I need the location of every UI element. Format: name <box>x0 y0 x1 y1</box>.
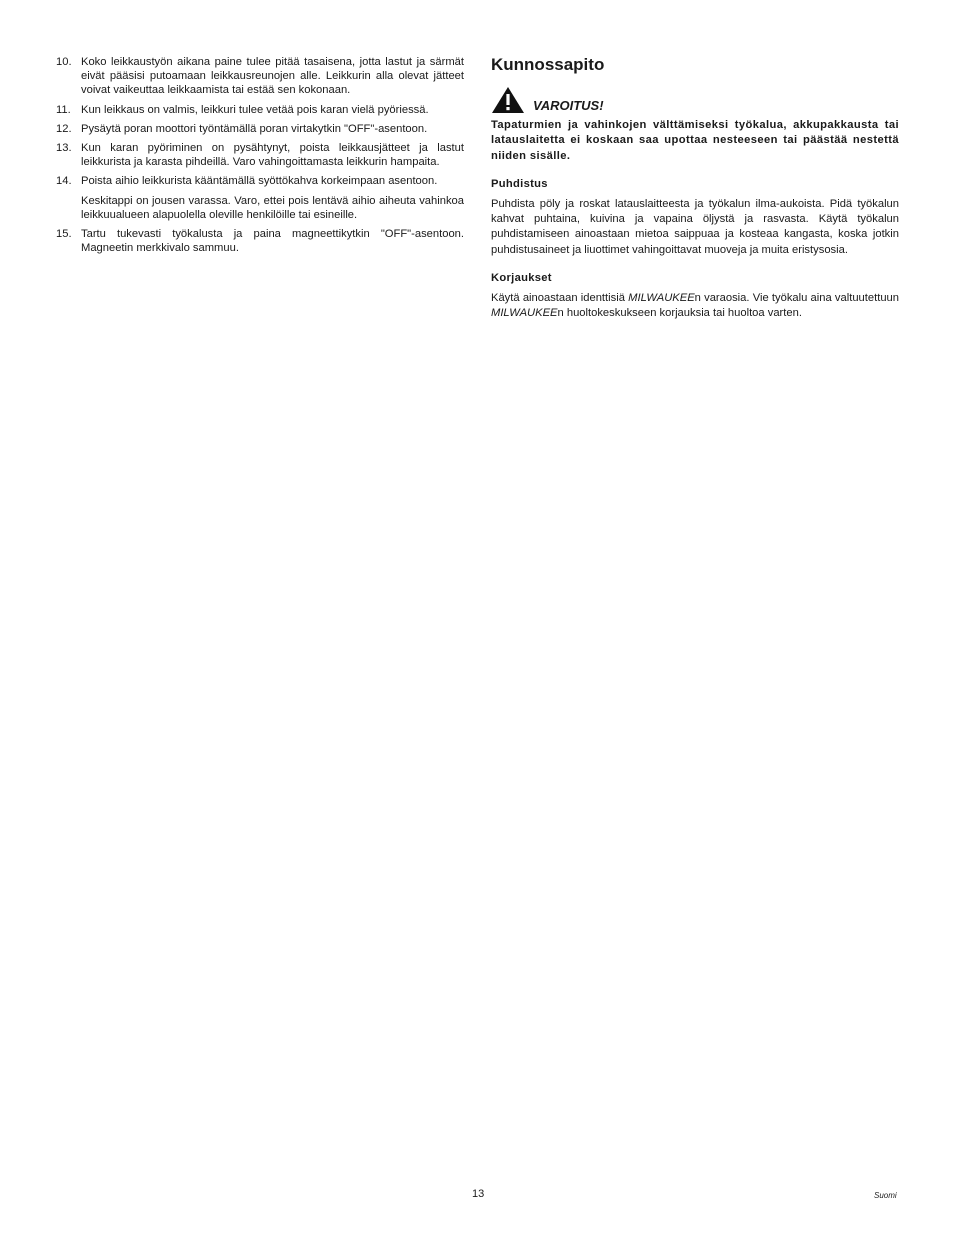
warning-triangle-icon <box>491 86 525 119</box>
step-text: Tartu tukevasti työkalusta ja paina magneettikytkin "OFF"-asentoon. Magneetin merkkivalo sammuu. <box>81 228 464 255</box>
list-item <box>56 55 464 98</box>
procedure-steps <box>56 55 464 255</box>
step-text: Pysäytä poran moottori työntämällä poran virtakytkin "OFF"-asentoon. <box>81 122 428 135</box>
list-item <box>56 174 464 222</box>
list-item <box>56 122 464 136</box>
list-item <box>56 103 464 117</box>
brand-name: MILWAUKEE <box>628 291 695 304</box>
repairs-text-part: n varaosia. Vie työkalu aina valtuutettuun <box>694 291 899 304</box>
step-number: 15. <box>56 228 72 241</box>
step-number: 13. <box>56 142 72 155</box>
step-number: 11. <box>56 103 71 116</box>
left-column <box>56 55 464 260</box>
cleaning-heading: Puhdistus <box>491 178 548 191</box>
step-text: Koko leikkaustyön aikana paine tulee pitää tasaisena, jotta lastut ja särmät eivät pääsisi putoamaan leikkausreunojen alle. Leikkurin alla olevat jätteet voivat vaikeuttaa leikkaamista tai estää sen kokonaan. <box>81 56 464 97</box>
list-item <box>56 141 464 169</box>
repairs-text-part: n huoltokeskukseen korjauksia tai huoltoa varten. <box>557 307 802 320</box>
repairs-heading: Korjaukset <box>491 272 552 285</box>
step-text: Kun karan pyöriminen on pysähtynyt, poista leikkausjätteet ja lastut leikkurista ja karasta pihdeillä. Varo vahingoittamasta leikkurin hampaita. <box>81 142 464 169</box>
brand-name: MILWAUKEE <box>491 307 558 320</box>
warning-header <box>491 88 899 118</box>
repairs-text <box>491 291 899 322</box>
right-column <box>491 55 899 321</box>
warning-label: VAROITUS! <box>533 98 604 114</box>
repairs-text-part: Käytä ainoastaan identtisiä <box>491 291 629 304</box>
step-text: Kun leikkaus on valmis, leikkuri tulee vetää pois karan vielä pyöriessä. <box>81 103 429 116</box>
language-label: Suomi <box>874 1191 897 1200</box>
list-item <box>56 227 464 255</box>
step-number: 14. <box>56 175 72 188</box>
step-number: 12. <box>56 122 72 135</box>
step-text: Poista aihio leikkurista kääntämällä syöttökahva korkeimpaan asentoon. <box>81 175 438 188</box>
step-note: Keskitappi on jousen varassa. Varo, ettei pois lentävä aihio aiheuta vahinkoa leikkuualueen alapuolella oleville henkilöille tai esineille. <box>81 194 464 221</box>
warning-text: Tapaturmien ja vahinkojen välttämiseksi työkalua, akkupakkausta tai latauslaitetta ei koskaan saa upottaa nesteeseen tai päästää nestettä niiden sisälle. <box>491 119 899 162</box>
step-number: 10. <box>56 56 72 68</box>
page-number: 13 <box>472 1188 485 1200</box>
section-title: Kunnossapito <box>491 55 605 74</box>
cleaning-text: Puhdista pöly ja roskat latauslaitteesta ja työkalun ilma-aukoista. Pidä työkalun kahvat puhtaina, kuivina ja vapaina öljystä ja rasvasta. Käytä työkalun puhdistamiseen ainoastaan mietoa saippuaa ja kosteaa kangasta, koska jotkin puhdistusaineet ja liuottimet vahingoittavat muoveja ja muita eristysosia. <box>491 197 899 256</box>
